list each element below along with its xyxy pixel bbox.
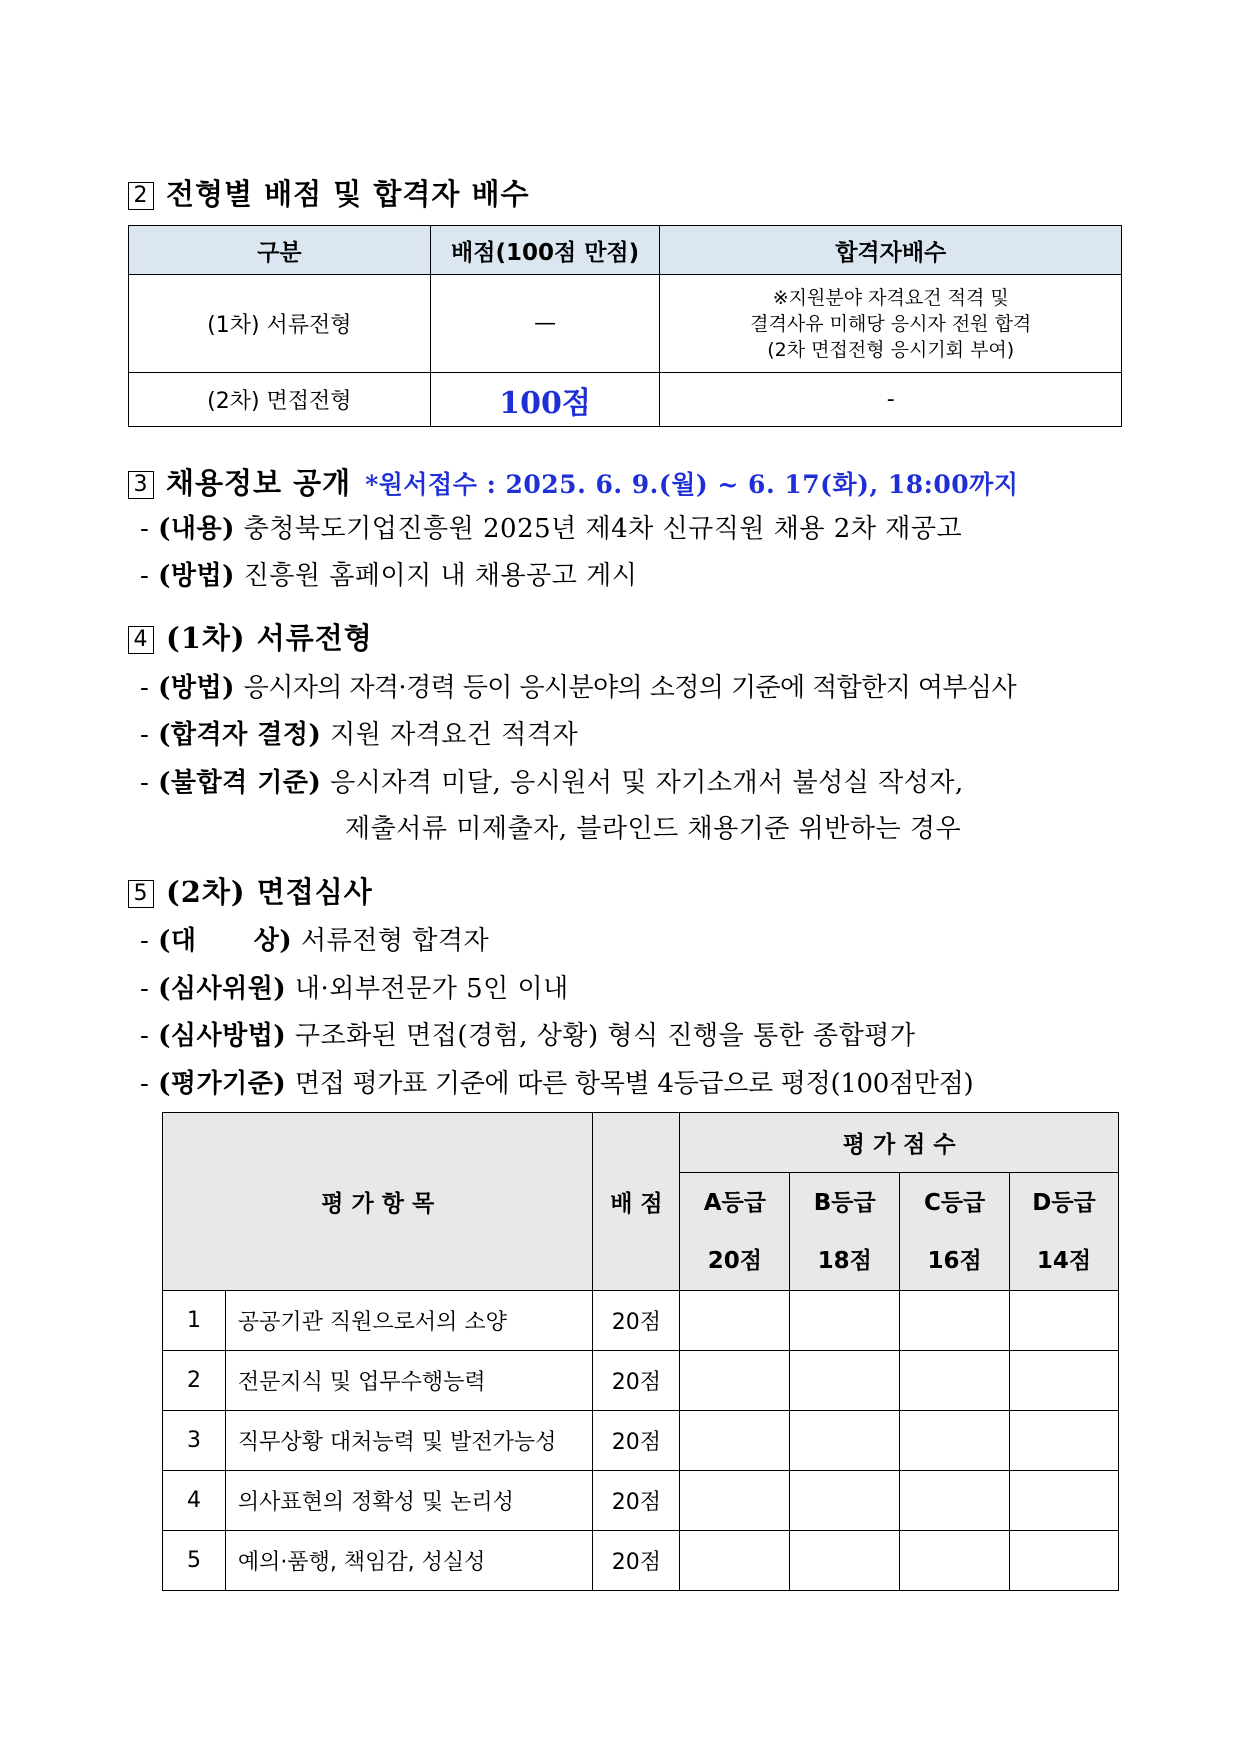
note-line: 결격사유 미해당 응시자 전원 합격 xyxy=(750,312,1032,335)
note-cell xyxy=(660,275,1122,373)
item-points: 20점 xyxy=(593,1411,680,1471)
header-category: 구분 xyxy=(129,226,431,275)
note-line: (2차 면접전형 응시기회 부여) xyxy=(767,338,1015,361)
dash: - xyxy=(140,673,150,703)
score-cell xyxy=(790,1411,900,1471)
list-item xyxy=(140,1063,973,1100)
score-cell xyxy=(790,1351,900,1411)
list-item xyxy=(140,508,962,545)
score-cell xyxy=(900,1291,1010,1351)
table-row xyxy=(163,1471,1119,1531)
score-cell xyxy=(900,1351,1010,1411)
evaluation-item: 공공기관 직원으로서의 소양 xyxy=(225,1291,593,1351)
item-label: (내용) xyxy=(158,514,235,544)
row-number: 3 xyxy=(163,1411,226,1471)
score-cell xyxy=(900,1411,1010,1471)
dash: - xyxy=(140,514,150,544)
grade-points: 16점 xyxy=(927,1247,982,1274)
list-item xyxy=(140,714,578,751)
evaluation-item: 직무상황 대처능력 및 발전가능성 xyxy=(225,1411,593,1471)
list-item xyxy=(140,1015,915,1052)
header-score: 배점(100점 만점) xyxy=(430,226,660,275)
interview-evaluation-table xyxy=(162,1112,1119,1591)
dash: - xyxy=(140,1021,150,1051)
dash: - xyxy=(140,1069,150,1099)
grade-points: 20점 xyxy=(707,1247,762,1274)
row-number: 5 xyxy=(163,1531,226,1591)
section-2-heading xyxy=(128,172,530,213)
item-points: 20점 xyxy=(593,1291,680,1351)
stage-cell: (1차) 서류전형 xyxy=(129,275,431,373)
score-table xyxy=(128,225,1122,427)
grade-name: A등급 xyxy=(703,1189,766,1216)
score-cell xyxy=(1010,1531,1119,1591)
score-cell xyxy=(900,1531,1010,1591)
item-points: 20점 xyxy=(593,1531,680,1591)
score-cell xyxy=(680,1411,790,1471)
table-row xyxy=(129,373,1122,427)
section-number: 4 xyxy=(128,626,154,654)
dash: - xyxy=(140,926,150,956)
dash: - xyxy=(140,720,150,750)
stage-cell: (2차) 면접전형 xyxy=(129,373,431,427)
grade-header xyxy=(790,1173,900,1291)
grade-name: B등급 xyxy=(813,1189,876,1216)
item-text: 충청북도기업진흥원 2025년 제4차 신규직원 채용 2차 재공고 xyxy=(243,514,963,544)
item-label: (심사위원) xyxy=(158,974,287,1004)
section-title: (1차) 서류전형 xyxy=(166,621,373,655)
item-label: (방법) xyxy=(158,673,235,703)
score-cell xyxy=(680,1291,790,1351)
score-cell xyxy=(790,1471,900,1531)
section-title: 전형별 배점 및 합격자 배수 xyxy=(166,177,530,211)
table-row xyxy=(163,1351,1119,1411)
list-item-continuation: 제출서류 미제출자, 블라인드 채용기준 위반하는 경우 xyxy=(345,814,962,844)
item-text: 서류전형 합격자 xyxy=(300,926,490,956)
dash: - xyxy=(140,974,150,1004)
score-cell xyxy=(790,1531,900,1591)
evaluation-item: 예의·품행, 책임감, 성실성 xyxy=(225,1531,593,1591)
list-item xyxy=(140,968,569,1005)
table-row xyxy=(163,1531,1119,1591)
section-title: (2차) 면접심사 xyxy=(166,875,373,909)
table-row xyxy=(163,1411,1119,1471)
header-multiple: 합격자배수 xyxy=(660,226,1122,275)
section-3-heading xyxy=(128,461,1018,502)
item-points: 20점 xyxy=(593,1351,680,1411)
item-text: 진흥원 홈페이지 내 채용공고 게시 xyxy=(243,561,638,591)
list-item xyxy=(140,920,489,957)
item-text: 구조화된 면접(경험, 상황) 형식 진행을 통한 종합평가 xyxy=(294,1021,916,1051)
item-label: (불합격 기준) xyxy=(158,768,322,798)
section-number: 5 xyxy=(128,880,154,908)
item-label: (방법) xyxy=(158,561,235,591)
dash: - xyxy=(140,561,150,591)
score-cell xyxy=(790,1291,900,1351)
item-text: 응시자의 자격·경력 등이 응시분야의 소정의 기준에 적합한지 여부심사 xyxy=(243,673,1016,703)
section-number: 2 xyxy=(128,182,154,210)
item-label: (대 상) xyxy=(158,926,293,956)
grade-header xyxy=(1010,1173,1119,1291)
score-cell xyxy=(1010,1411,1119,1471)
header-points: 배 점 xyxy=(593,1113,680,1291)
note-cell: - xyxy=(660,373,1122,427)
row-number: 4 xyxy=(163,1471,226,1531)
score-cell xyxy=(1010,1291,1119,1351)
evaluation-item: 의사표현의 정확성 및 논리성 xyxy=(225,1471,593,1531)
item-label: (합격자 결정) xyxy=(158,720,322,750)
item-points: 20점 xyxy=(593,1471,680,1531)
section-4-heading xyxy=(128,616,373,657)
item-text: 응시자격 미달, 응시원서 및 자기소개서 불성실 작성자, xyxy=(330,768,964,798)
section-5-heading xyxy=(128,870,373,911)
header-evaluation-score: 평 가 점 수 xyxy=(680,1113,1119,1173)
evaluation-item: 전문지식 및 업무수행능력 xyxy=(225,1351,593,1411)
application-period-notice: *원서접수 : 2025. 6. 9.(월) ~ 6. 17(화), 18:00까지 xyxy=(365,470,1019,499)
row-number: 1 xyxy=(163,1291,226,1351)
note-line: ※지원분야 자격요건 적격 및 xyxy=(772,286,1009,309)
grade-points: 14점 xyxy=(1036,1247,1092,1274)
score-cell xyxy=(680,1471,790,1531)
score-cell: — xyxy=(430,275,660,373)
item-text: 지원 자격요건 적격자 xyxy=(330,720,579,750)
section-title: 채용정보 공개 xyxy=(166,466,352,500)
row-number: 2 xyxy=(163,1351,226,1411)
table-row xyxy=(129,275,1122,373)
score-cell xyxy=(680,1531,790,1591)
grade-name: C등급 xyxy=(923,1189,986,1216)
grade-points: 18점 xyxy=(817,1247,872,1274)
list-item xyxy=(140,555,637,592)
list-item xyxy=(140,762,964,799)
item-text: 면접 평가표 기준에 따른 항목별 4등급으로 평정(100점만점) xyxy=(294,1069,974,1099)
score-cell xyxy=(1010,1471,1119,1531)
grade-header xyxy=(900,1173,1010,1291)
item-label: (심사방법) xyxy=(158,1021,287,1051)
item-text: 내·외부전문가 5인 이내 xyxy=(294,974,569,1004)
list-item xyxy=(140,667,1016,704)
item-label: (평가기준) xyxy=(158,1069,287,1099)
table-row xyxy=(163,1291,1119,1351)
score-cell xyxy=(680,1351,790,1411)
score-cell: 100점 xyxy=(430,373,660,427)
grade-name: D등급 xyxy=(1032,1189,1096,1216)
section-number: 3 xyxy=(128,471,154,499)
score-cell xyxy=(1010,1351,1119,1411)
score-cell xyxy=(900,1471,1010,1531)
dash: - xyxy=(140,768,150,798)
header-evaluation-item: 평 가 항 목 xyxy=(163,1113,593,1291)
grade-header xyxy=(680,1173,790,1291)
